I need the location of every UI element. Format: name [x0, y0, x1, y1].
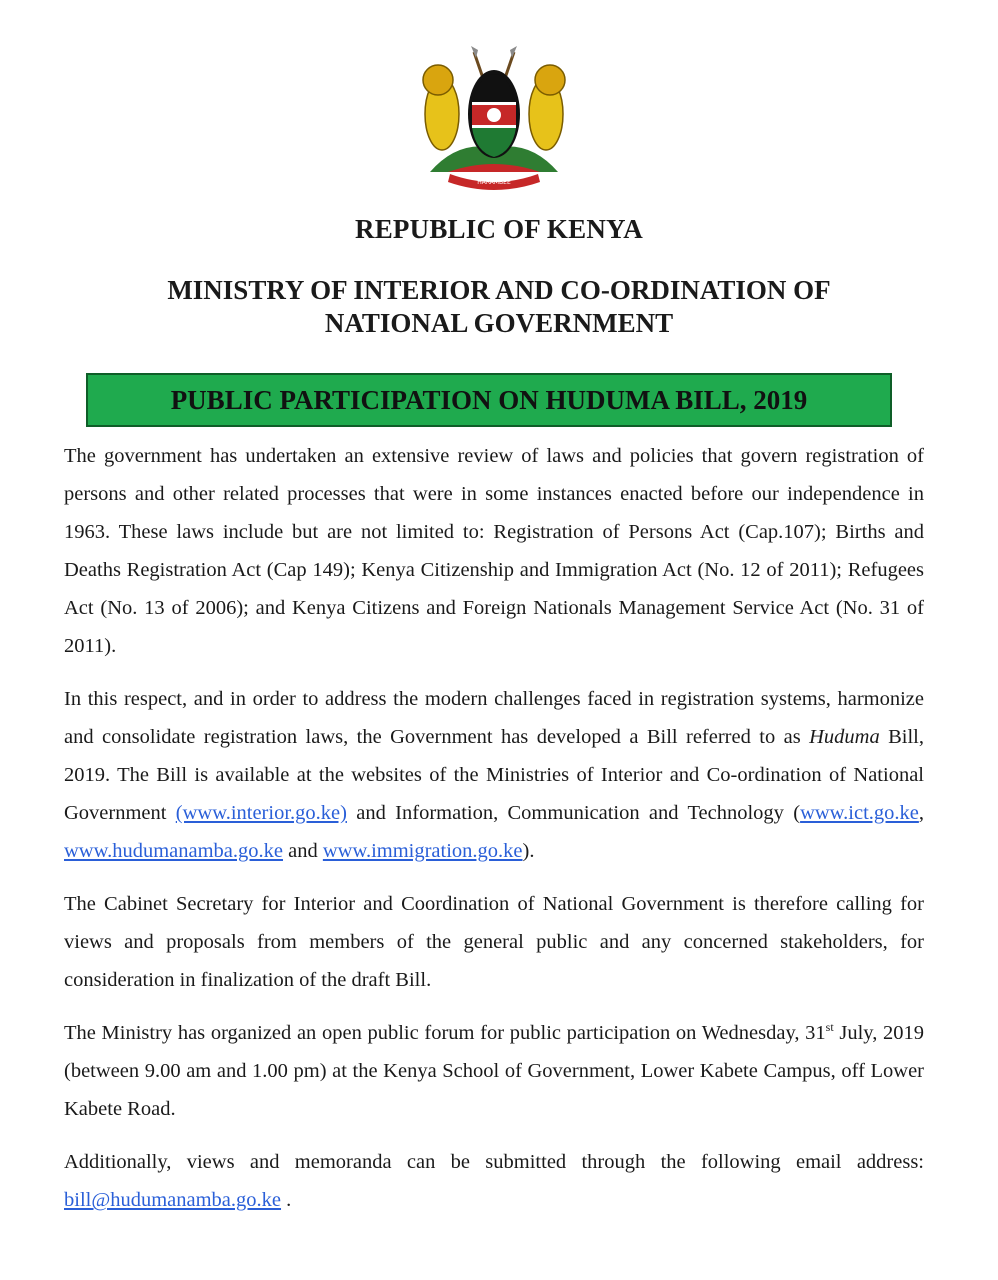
kenya-coat-of-arms-icon	[408, 44, 580, 192]
p2-text-3: Bill, 2019. The Bill is available at the websites of the Ministries of Interior and Co-ordination of National Government	[64, 726, 924, 824]
paragraph-3: The Cabinet Secretary for Interior and Coordination of National Government is therefore calling for views and proposals from members of the general public and any concerned stakeholders, for consideration in finalization of the draft Bill.	[64, 893, 924, 991]
p2-huduma: Huduma	[809, 726, 880, 748]
p2-text-4: and Information, Communication and Technology (	[346, 802, 801, 824]
ministry-heading	[0, 274, 998, 340]
email-link[interactable]: bill@hudumanamba.go.ke	[64, 1189, 282, 1211]
p4-ordinal-suffix: st	[825, 1020, 834, 1035]
paragraph-2	[64, 680, 924, 870]
ministry-heading-line1: MINISTRY OF INTERIOR AND CO-ORDINATION OF	[167, 275, 831, 305]
republic-heading: REPUBLIC OF KENYA	[355, 214, 643, 244]
p2-text-5: ,	[918, 802, 924, 824]
paragraph-1: The government has undertaken an extensive review of laws and policies that govern registration of persons and other related processes that were in some instances enacted before our independence in 1963. These laws include but are not limited to: Registration of Persons Act (Cap.107); Births and Deaths Registration Act (Cap 149); Kenya Citizenship and Immigration Act (No. 12 of 2011); Refugees Act (No. 13 of 2006); and Kenya Citizens and Foreign Nationals Management Service Act (No. 31 of 2011).	[64, 445, 924, 657]
link-immigration[interactable]: www.immigration.go.ke	[322, 840, 523, 862]
p2-text-1: In this respect, and in order to address the modern challenges faced in registration systems, harmonize and consolidate registration laws, the Government has developed a Bill referred to as	[64, 688, 924, 748]
paragraph-4	[64, 1014, 924, 1128]
notice-body	[64, 437, 924, 1234]
link-interior[interactable]: (www.interior.go.ke)	[175, 802, 347, 824]
p2-text-7: ).	[522, 840, 535, 862]
title-banner	[86, 373, 892, 427]
link-hudumanamba[interactable]: www.hudumanamba.go.ke	[64, 840, 283, 862]
p2-text-6: and	[283, 840, 323, 862]
paragraph-5	[64, 1143, 924, 1219]
p4-text-2: July, 2019 (between 9.00 am and 1.00 pm) at the Kenya School of Government, Lower Kabete Campus, off Lower Kabete Road.	[64, 1022, 924, 1120]
ministry-heading-line2: NATIONAL GOVERNMENT	[324, 308, 674, 338]
p4-text-1: The Ministry has organized an open public forum for public participation on Wednesday, 31	[64, 1022, 826, 1044]
banner-title: PUBLIC PARTICIPATION ON HUDUMA BILL, 2019	[170, 384, 808, 415]
p5-text-1: Additionally, views and memoranda can be submitted through the following email address:	[64, 1151, 924, 1173]
crest-motto: HARAMBEE	[477, 179, 511, 186]
link-ict[interactable]: www.ict.go.ke	[800, 802, 919, 824]
p5-text-2: .	[281, 1189, 292, 1211]
